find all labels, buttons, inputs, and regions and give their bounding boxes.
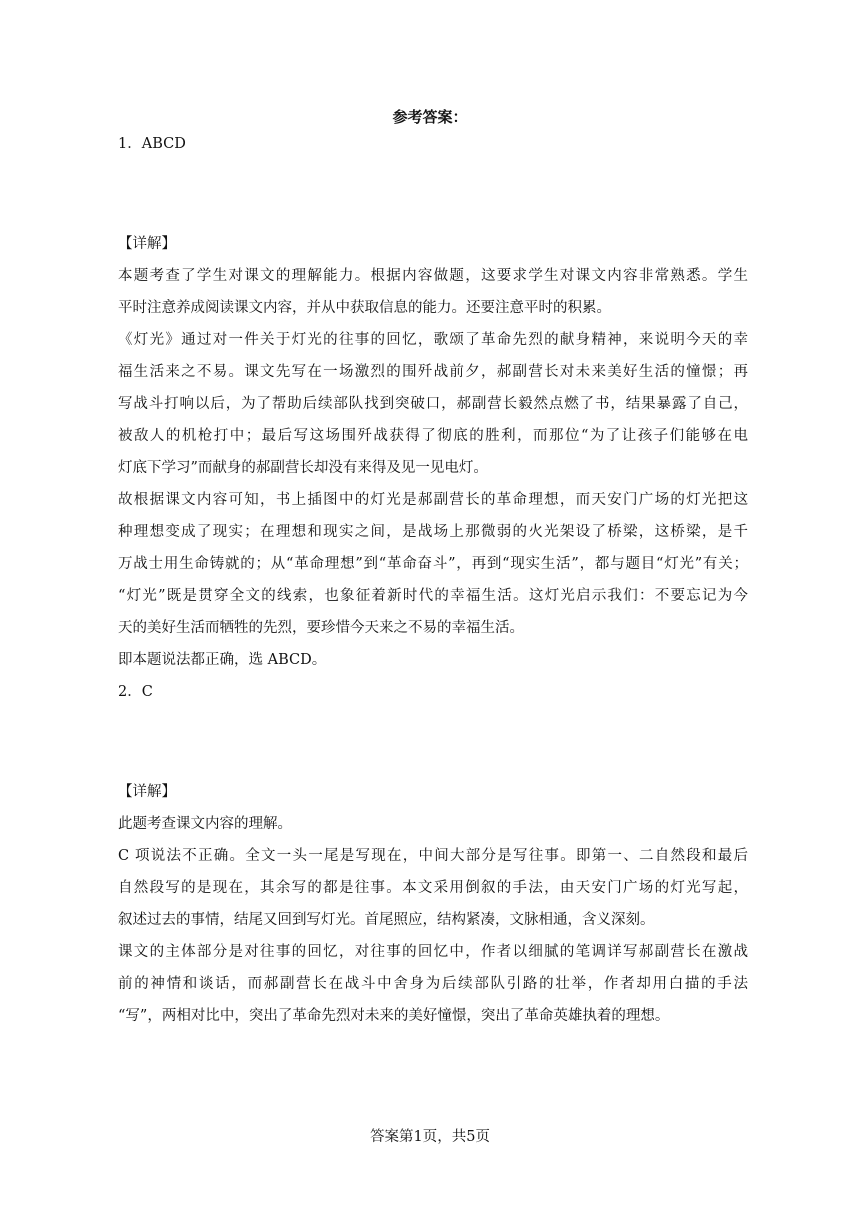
answer-2-detail-label: 【详解】 [118, 784, 176, 800]
answer-1-line: 福生活来之不易。课文先写在一场激烈的围歼战前夕，郝副营长对未来美好生活的憧憬；再 [118, 364, 748, 380]
answer-1-line: 天的美好生活而牺牲的先烈，要珍惜今天来之不易的幸福生活。 [118, 620, 524, 636]
answer-1-detail-label: 【详解】 [118, 236, 176, 252]
answer-1-line: 灯底下学习”而献身的郝副营长却没有来得及见一见电灯。 [118, 460, 488, 476]
answer-1-line: 被敌人的机枪打中；最后写这场围歼战获得了彻底的胜利，而那位“为了让孩子们能够在电 [118, 428, 748, 444]
answer-2-line: 自然段写的是现在，其余写的都是往事。本文采用倒叙的手法，由天安门广场的灯光写起， [118, 880, 748, 896]
answer-2-line: “写”，两相对比中，突出了革命先烈对未来的美好憧憬，突出了革命英雄执着的理想。 [118, 1008, 670, 1024]
answer-2-line: 此题考查课文内容的理解。 [118, 816, 292, 832]
answer-2-line: 叙述过去的事情，结尾又回到写灯光。首尾照应，结构紧凑，文脉相通，含义深刻。 [118, 912, 655, 928]
answer-2-number: 2．C [118, 684, 153, 700]
answer-2-line: 课文的主体部分是对往事的回忆，对往事的回忆中，作者以细腻的笔调详写郝副营长在激战 [118, 944, 748, 960]
answer-1-line: “灯光”既是贯穿全文的线索，也象征着新时代的幸福生活。这灯光启示我们：不要忘记为今 [118, 588, 748, 604]
answer-1-line: 即本题说法都正确，选 ABCD。 [118, 652, 327, 668]
answer-1-line: 《灯光》通过对一件关于灯光的往事的回忆，歌颂了革命先烈的献身精神，来说明今天的幸 [118, 332, 748, 348]
page-number-footer: 答案第1页，共5页 [370, 1129, 490, 1145]
page-title: 参考答案： [392, 108, 468, 126]
answer-1-line: 写战斗打响以后，为了帮助后续部队找到突破口，郝副营长毅然点燃了书，结果暴露了自己， [118, 396, 748, 412]
answer-1-line: 故根据课文内容可知，书上插图中的灯光是郝副营长的革命理想，而天安门广场的灯光把这 [118, 492, 748, 508]
answer-1-line: 本题考查了学生对课文的理解能力。根据内容做题，这要求学生对课文内容非常熟悉。学生 [118, 268, 748, 284]
answer-2-line: C 项说法不正确。全文一头一尾是写现在，中间大部分是写往事。即第一、二自然段和最后 [118, 848, 748, 864]
answer-1-line: 万战士用生命铸就的；从“革命理想”到“革命奋斗”，再到“现实生活”，都与题目“灯光”有关； [118, 556, 748, 572]
answer-1-line: 平时注意养成阅读课文内容，并从中获取信息的能力。还要注意平时的积累。 [118, 300, 611, 316]
answer-1-line: 种理想变成了现实；在理想和现实之间，是战场上那微弱的火光架设了桥梁，这桥梁，是千 [118, 524, 748, 540]
answer-1-number: 1．ABCD [118, 136, 186, 152]
answer-2-line: 前的神情和谈话，而郝副营长在战斗中舍身为后续部队引路的壮举，作者却用白描的手法 [118, 976, 748, 992]
